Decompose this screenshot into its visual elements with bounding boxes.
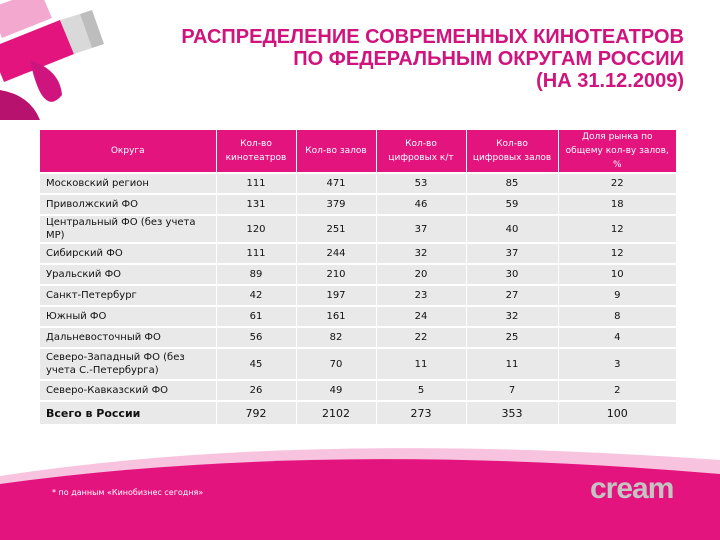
cell-digital-cinemas: 23 [376, 285, 466, 306]
cell-cinemas: 61 [216, 306, 296, 327]
cell-region: Южный ФО [40, 306, 216, 327]
cell-halls: 2102 [296, 401, 376, 424]
cell-halls: 379 [296, 194, 376, 215]
cell-digital-halls: 11 [466, 348, 558, 380]
cell-market-share: 3 [558, 348, 676, 380]
table-row [40, 348, 676, 380]
cell-halls: 49 [296, 380, 376, 401]
table-row [40, 264, 676, 285]
cell-market-share: 12 [558, 243, 676, 264]
cell-market-share: 22 [558, 173, 676, 194]
cell-digital-halls: 59 [466, 194, 558, 215]
header-digital-cinemas: Кол-во цифровых к/т [376, 130, 466, 173]
cell-digital-cinemas: 46 [376, 194, 466, 215]
cell-region: Северо-Кавказский ФО [40, 380, 216, 401]
title-line-3: (НА 31.12.2009) [536, 70, 684, 92]
table-row [40, 243, 676, 264]
cell-region: Санкт-Петербург [40, 285, 216, 306]
cell-digital-halls: 32 [466, 306, 558, 327]
footnote: * по данным «Кинобизнес сегодня» [52, 488, 204, 497]
cell-halls: 210 [296, 264, 376, 285]
cell-region: Северо-Западный ФО (без учета С.-Петербурга) [40, 348, 216, 380]
header-region: Округа [40, 130, 216, 173]
table-row [40, 285, 676, 306]
cell-digital-cinemas: 24 [376, 306, 466, 327]
cell-halls: 471 [296, 173, 376, 194]
header-cinemas: Кол-во кинотеатров [216, 130, 296, 173]
cell-cinemas: 45 [216, 348, 296, 380]
cell-cinemas: 120 [216, 215, 296, 243]
cell-market-share: 9 [558, 285, 676, 306]
cell-region: Дальневосточный ФО [40, 327, 216, 348]
cell-digital-cinemas: 53 [376, 173, 466, 194]
page-title [124, 26, 684, 92]
header-digital-halls: Кол-во цифровых залов [466, 130, 558, 173]
header-market-share: Доля рынка по общему кол-ву залов, % [558, 130, 676, 173]
cell-market-share: 10 [558, 264, 676, 285]
cell-region: Центральный ФО (без учета МР) [40, 215, 216, 243]
cell-digital-cinemas: 5 [376, 380, 466, 401]
cell-halls: 197 [296, 285, 376, 306]
cell-cinemas: 56 [216, 327, 296, 348]
cell-region: Всего в России [40, 401, 216, 424]
cell-digital-halls: 353 [466, 401, 558, 424]
cell-halls: 251 [296, 215, 376, 243]
cell-market-share: 18 [558, 194, 676, 215]
cell-halls: 70 [296, 348, 376, 380]
table-row [40, 194, 676, 215]
cell-halls: 82 [296, 327, 376, 348]
header-halls: Кол-во залов [296, 130, 376, 173]
cell-digital-halls: 25 [466, 327, 558, 348]
paint-tubes-decoration [0, 0, 140, 120]
cell-digital-halls: 27 [466, 285, 558, 306]
cell-cinemas: 42 [216, 285, 296, 306]
table-row [40, 173, 676, 194]
table-row [40, 306, 676, 327]
cell-market-share: 12 [558, 215, 676, 243]
cell-digital-cinemas: 20 [376, 264, 466, 285]
cell-cinemas: 26 [216, 380, 296, 401]
cell-region: Уральский ФО [40, 264, 216, 285]
cell-digital-cinemas: 11 [376, 348, 466, 380]
cell-region: Приволжский ФО [40, 194, 216, 215]
cell-halls: 244 [296, 243, 376, 264]
table-row [40, 327, 676, 348]
cell-region: Сибирский ФО [40, 243, 216, 264]
cell-halls: 161 [296, 306, 376, 327]
title-line-2: ПО ФЕДЕРАЛЬНЫМ ОКРУГАМ РОССИИ [293, 48, 684, 70]
cell-digital-halls: 85 [466, 173, 558, 194]
cell-digital-cinemas: 32 [376, 243, 466, 264]
cell-cinemas: 89 [216, 264, 296, 285]
cell-market-share: 2 [558, 380, 676, 401]
table-row [40, 215, 676, 243]
cell-market-share: 100 [558, 401, 676, 424]
cell-digital-cinemas: 273 [376, 401, 466, 424]
cell-digital-halls: 7 [466, 380, 558, 401]
cell-cinemas: 111 [216, 243, 296, 264]
cell-cinemas: 792 [216, 401, 296, 424]
cream-logo: cream [590, 472, 674, 505]
cell-digital-halls: 40 [466, 215, 558, 243]
cell-region: Московский регион [40, 173, 216, 194]
cell-digital-cinemas: 22 [376, 327, 466, 348]
cell-digital-halls: 30 [466, 264, 558, 285]
cell-market-share: 4 [558, 327, 676, 348]
cell-market-share: 8 [558, 306, 676, 327]
table-total-row [40, 401, 676, 424]
cell-cinemas: 131 [216, 194, 296, 215]
cell-cinemas: 111 [216, 173, 296, 194]
cell-digital-halls: 37 [466, 243, 558, 264]
table-header-row [40, 130, 676, 173]
cinemas-table [40, 130, 676, 424]
cell-digital-cinemas: 37 [376, 215, 466, 243]
title-line-1: РАСПРЕДЕЛЕНИЕ СОВРЕМЕННЫХ КИНОТЕАТРОВ [181, 26, 684, 48]
table-row [40, 380, 676, 401]
